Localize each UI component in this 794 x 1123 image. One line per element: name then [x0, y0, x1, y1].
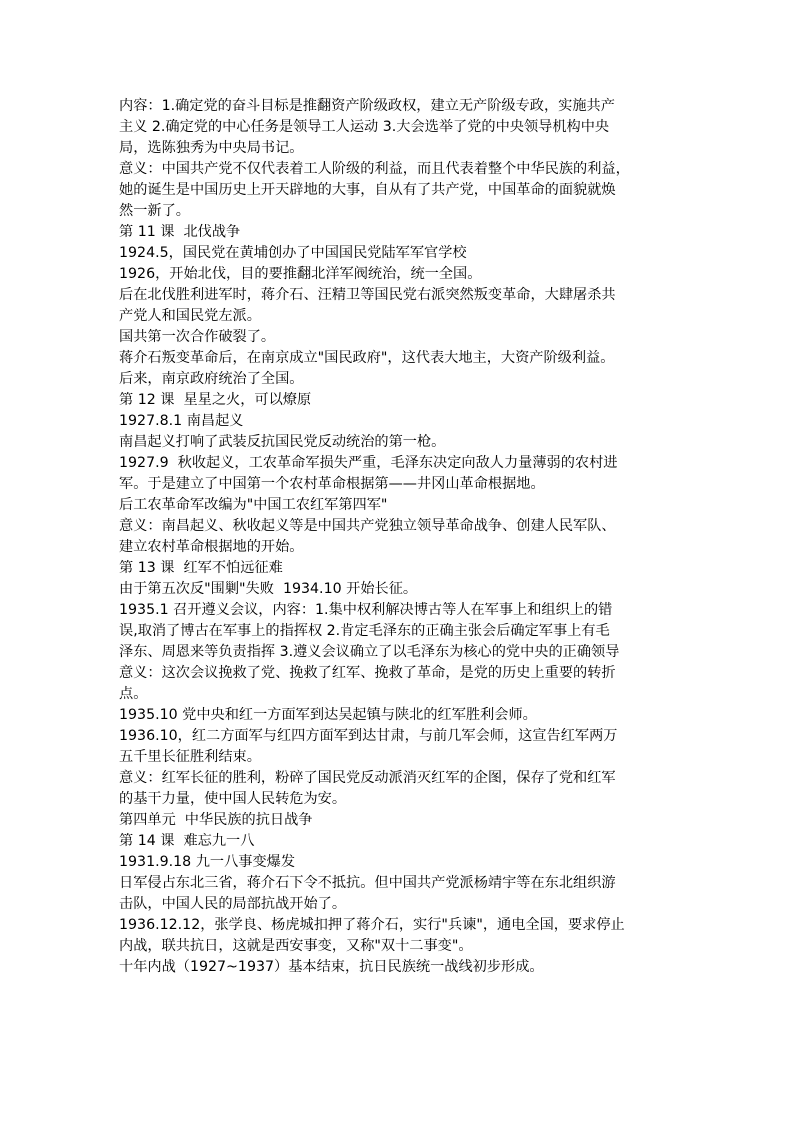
text-line: 意义：中国共产党不仅代表着工人阶级的利益，而且代表着整个中华民族的利益，	[119, 161, 630, 177]
text-line: 1936.12.12，张学良、杨虎城扣押了蒋介石，实行"兵谏"，通电全国，要求停止	[119, 917, 625, 933]
text-line: 后来，南京政府统治了全国。	[119, 371, 304, 387]
lesson-heading: 第 12 课 星星之火，可以燎原	[119, 392, 312, 408]
text-line: 内容：1.确定党的奋斗目标是推翻资产阶级政权，建立无产阶级专政，实施共产	[119, 98, 615, 114]
text-line: 泽东、周恩来等负责指挥 3.遵义会议确立了以毛泽东为核心的党中央的正确领导	[119, 644, 620, 660]
text-line: 由于第五次反"围剿"失败 1934.10 开始长征。	[119, 581, 418, 597]
text-line: 1935.1 召开遵义会议，内容：1.集中权利解决博古等人在军事上和组织上的错	[119, 602, 613, 618]
text-line: 后工农革命军改编为"中国工农红军第四军"	[119, 497, 388, 513]
text-line: 1927.8.1 南昌起义	[119, 413, 244, 429]
text-line: 南昌起义打响了武装反抗国民党反动统治的第一枪。	[119, 434, 446, 450]
text-line: 击队，中国人民的局部抗战开始了。	[119, 896, 347, 912]
text-line: 后在北伐胜利进军时，蒋介石、汪精卫等国民党右派突然叛变革命，大肆屠杀共	[119, 287, 616, 303]
text-line: 误,取消了博古在军事上的指挥权 2.肯定毛泽东的正确主张会后确定军事上有毛	[119, 623, 610, 639]
text-line: 蒋介石叛变革命后，在南京成立"国民政府"，这代表大地主，大资产阶级利益。	[119, 350, 615, 366]
text-line: 的基干力量，使中国人民转危为安。	[119, 791, 347, 807]
text-line: 十年内战（1927~1937）基本结束，抗日民族统一战线初步形成。	[119, 959, 544, 975]
text-line: 意义：这次会议挽救了党、挽救了红军、挽救了革命，是党的历史上重要的转折	[119, 665, 616, 681]
text-line: 产党人和国民党左派。	[119, 308, 261, 324]
lesson-heading: 第 14 课 难忘九一八	[119, 833, 255, 849]
text-line: 点。	[119, 686, 148, 702]
text-line: 1936.10，红二方面军与红四方面军到达甘肃，与前几军会师，这宣告红军两万	[119, 728, 618, 744]
text-line: 她的诞生是中国历史上开天辟地的大事，自从有了共产党，中国革命的面貌就焕	[119, 182, 616, 198]
text-line: 主义 2.确定党的中心任务是领导工人运动 3.大会选举了党的中央领导机构中央	[119, 119, 610, 135]
document-page	[119, 96, 679, 978]
text-line: 1924.5，国民党在黄埔创办了中国国民党陆军军官学校	[119, 245, 467, 261]
text-line: 意义：南昌起义、秋收起义等是中国共产党独立领导革命战争、创建人民军队、	[119, 518, 616, 534]
text-line: 五千里长征胜利结束。	[119, 749, 261, 765]
text-line: 1927.9 秋收起义，工农革命军损失严重，毛泽东决定向敌人力量薄弱的农村进	[119, 455, 618, 471]
text-line: 1926，开始北伐，目的要推翻北洋军阀统治，统一全国。	[119, 266, 482, 282]
text-line: 建立农村革命根据地的开始。	[119, 539, 304, 555]
text-line: 日军侵占东北三省，蒋介石下令不抵抗。但中国共产党派杨靖宇等在东北组织游	[119, 875, 616, 891]
text-line: 1935.10 党中央和红一方面军到达吴起镇与陕北的红军胜利会师。	[119, 707, 537, 723]
text-line: 内战，联共抗日，这就是西安事变，又称"双十二事变"。	[119, 938, 473, 954]
lesson-heading: 第 11 课 北伐战争	[119, 224, 241, 240]
text-line: 国共第一次合作破裂了。	[119, 329, 276, 345]
text-line: 局，选陈独秀为中央局书记。	[119, 140, 304, 156]
text-line: 1931.9.18 九一八事变爆发	[119, 854, 296, 870]
unit-heading: 第四单元 中华民族的抗日战争	[119, 812, 313, 828]
lesson-heading: 第 13 课 红军不怕远征难	[119, 560, 283, 576]
text-line: 意义：红军长征的胜利，粉碎了国民党反动派消灭红军的企图，保存了党和红军	[119, 770, 616, 786]
text-line: 军。于是建立了中国第一个农村革命根据第——井冈山革命根据地。	[119, 476, 545, 492]
text-line: 然一新了。	[119, 203, 190, 219]
